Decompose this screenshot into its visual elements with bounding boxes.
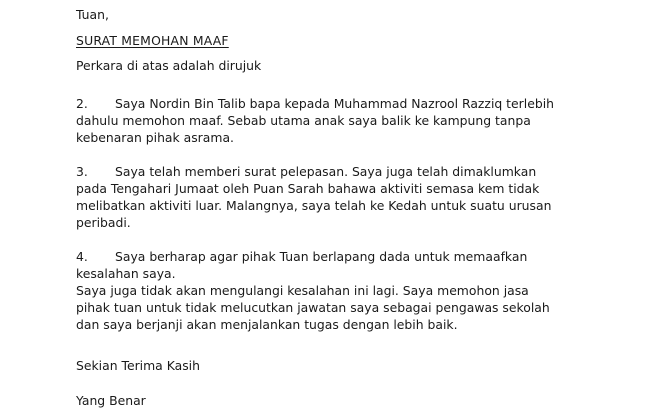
paragraph-4-line-1 [76,248,527,265]
paragraph-3-line-1 [76,163,536,180]
paragraph-text: Saya berharap agar pihak Tuan berlapang dada untuk memaafkan [115,249,528,264]
salutation: Tuan, [76,7,109,22]
paragraph-3-line-3: melibatkan aktiviti luar. Malangnya, saya telah ke Kedah untuk suatu urusan [76,198,552,213]
paragraph-text: Saya telah memberi surat pelepasan. Saya juga telah dimaklumkan [115,164,537,179]
paragraph-2-line-1 [76,95,554,112]
paragraph-number: 4. [76,249,88,264]
paragraph-3-line-2: pada Tengahari Jumaat oleh Puan Sarah bahawa aktiviti semasa kem tidak [76,181,540,196]
paragraph-2-line-2: dahulu memohon maaf. Sebab utama anak saya balik ke kampung tanpa [76,113,531,128]
closing-line: Sekian Terima Kasih [76,358,200,373]
paragraph-number: 3. [76,164,88,179]
paragraph-2-line-3: kebenaran pihak asrama. [76,130,234,145]
paragraph-3-line-4: peribadi. [76,215,131,230]
paragraph-number: 2. [76,96,88,111]
reference-line: Perkara di atas adalah dirujuk [76,58,262,73]
paragraph-text: Saya Nordin Bin Talib bapa kepada Muhammad Nazrool Razziq terlebih [115,96,554,111]
paragraph-4-line-2: kesalahan saya. [76,266,176,281]
letter-title: SURAT MEMOHAN MAAF [76,33,229,48]
paragraph-4-line-5: dan saya berjanji akan menjalankan tugas dengan lebih baik. [76,317,458,332]
sign-off: Yang Benar [76,393,146,408]
paragraph-4-line-3: Saya juga tidak akan mengulangi kesalahan ini lagi. Saya memohon jasa [76,283,529,298]
paragraph-4-line-4: pihak tuan untuk tidak melucutkan jawatan saya sebagai pengawas sekolah [76,300,550,315]
